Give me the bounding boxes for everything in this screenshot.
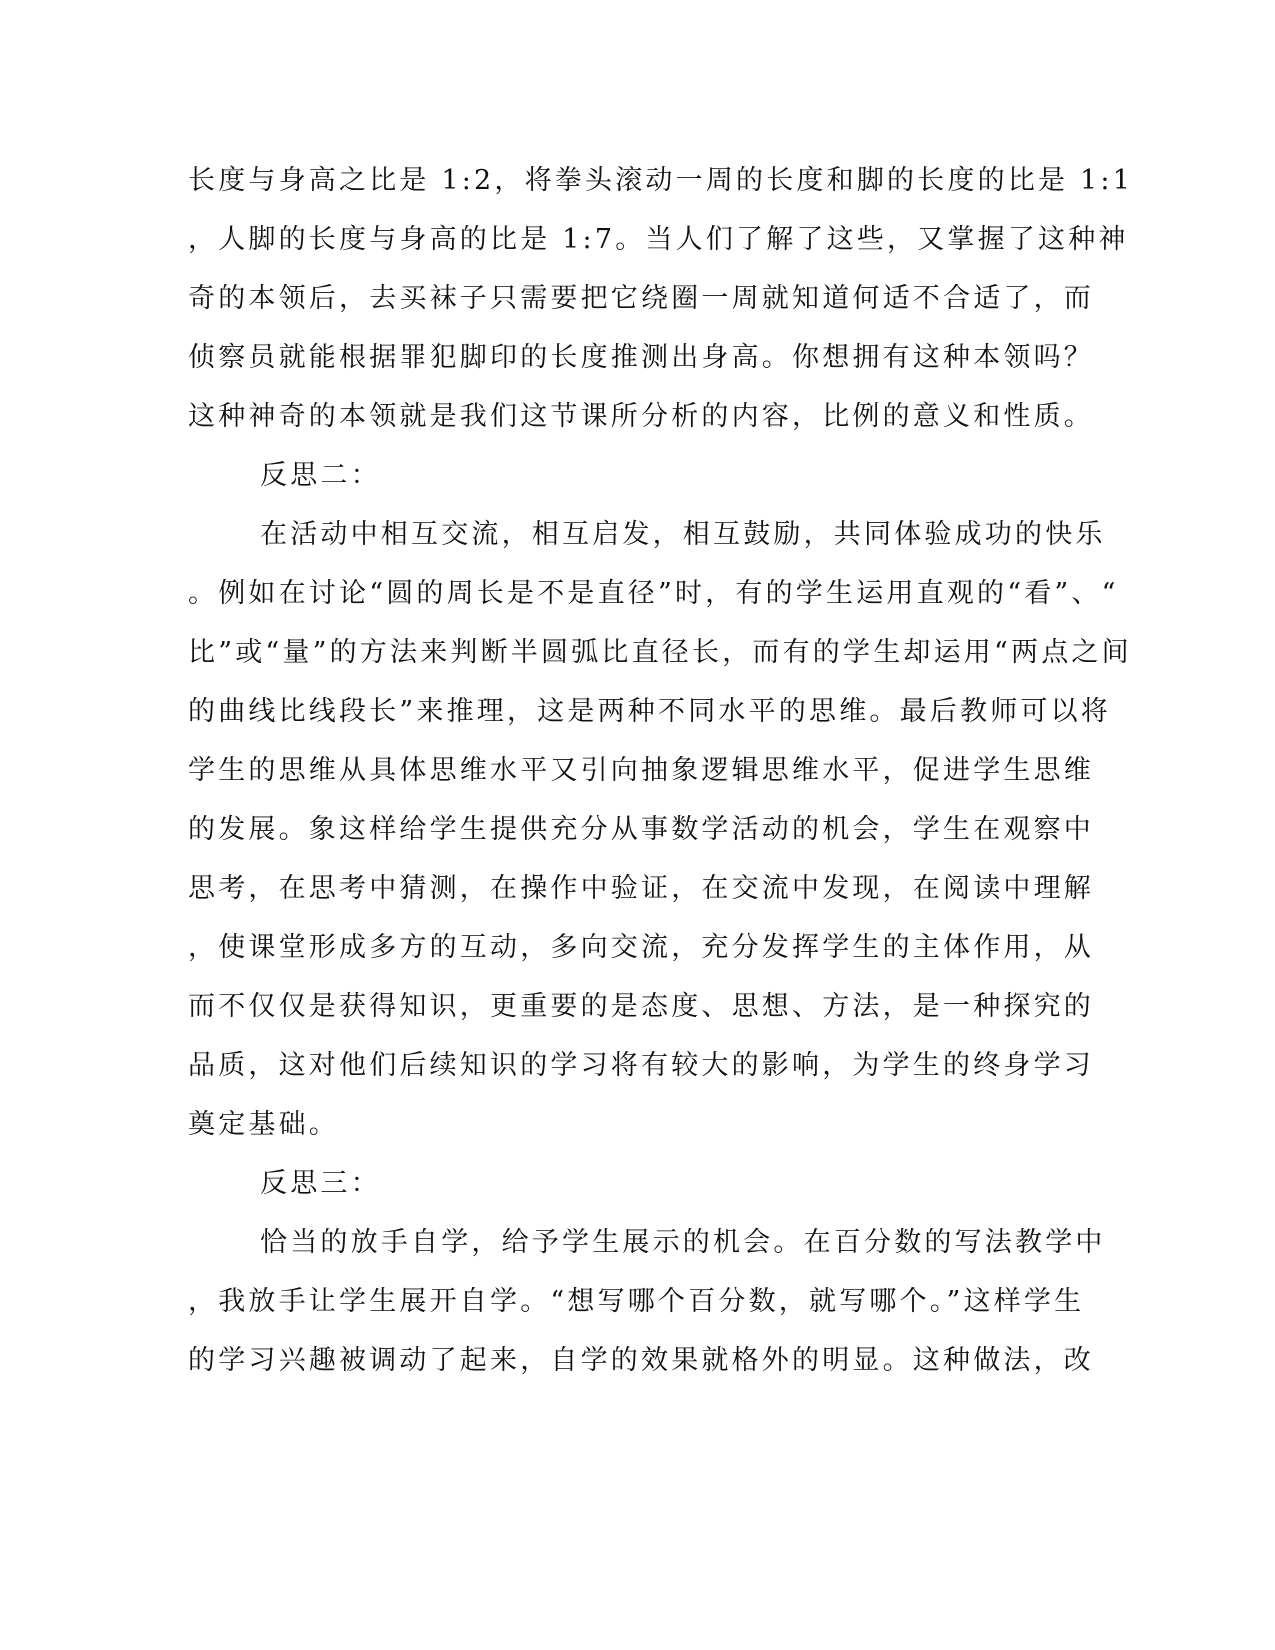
text-line: 思考，在思考中猜测，在操作中验证，在交流中发现，在阅读中理解: [188, 873, 1094, 904]
text-line: ，人脚的长度与身高的比是 1:7。当人们了解了这些，又掌握了这种神: [188, 224, 1129, 255]
text-line: 。例如在讨论“圆的周长是不是直径”时，有的学生运用直观的“看”、“: [188, 578, 1119, 609]
text-line: 的曲线比线段长”来推理，这是两种不同水平的思维。最后教师可以将: [188, 696, 1112, 727]
text-line: ，我放手让学生展开自学。“想写哪个百分数，就写哪个。”这样学生: [188, 1286, 1085, 1317]
text-line: 奠定基础。: [188, 1109, 339, 1140]
text-line: ，使课堂形成多方的互动，多向交流，充分发挥学生的主体作用，从: [188, 932, 1094, 963]
section-heading: 反思三：: [260, 1168, 381, 1199]
paragraph-first-line: 恰当的放手自学，给予学生展示的机会。在百分数的写法教学中: [260, 1227, 1106, 1258]
text-line: 品质，这对他们后续知识的学习将有较大的影响，为学生的终身学习: [188, 1050, 1094, 1081]
text-line: 奇的本领后，去买袜子只需要把它绕圈一周就知道何适不合适了，而: [188, 283, 1094, 314]
text-line: 这种神奇的本领就是我们这节课所分析的内容，比例的意义和性质。: [188, 401, 1094, 432]
text-line: 侦察员就能根据罪犯脚印的长度推测出身高。你想拥有这种本领吗？: [188, 342, 1094, 373]
text-line: 的学习兴趣被调动了起来，自学的效果就格外的明显。这种做法，改: [188, 1345, 1094, 1376]
text-line: 长度与身高之比是 1:2，将拳头滚动一周的长度和脚的长度的比是 1:1: [188, 165, 1134, 196]
text-line: 而不仅仅是获得知识，更重要的是态度、思想、方法，是一种探究的: [188, 991, 1094, 1022]
text-line: 学生的思维从具体思维水平又引向抽象逻辑思维水平，促进学生思维: [188, 755, 1094, 786]
text-line: 比”或“量”的方法来判断半圆弧比直径长，而有的学生却运用“两点之间: [188, 637, 1132, 668]
text-line: 的发展。象这样给学生提供充分从事数学活动的机会，学生在观察中: [188, 814, 1094, 845]
section-heading: 反思二：: [260, 460, 381, 491]
paragraph-first-line: 在活动中相互交流，相互启发，相互鼓励，共同体验成功的快乐: [260, 519, 1106, 550]
